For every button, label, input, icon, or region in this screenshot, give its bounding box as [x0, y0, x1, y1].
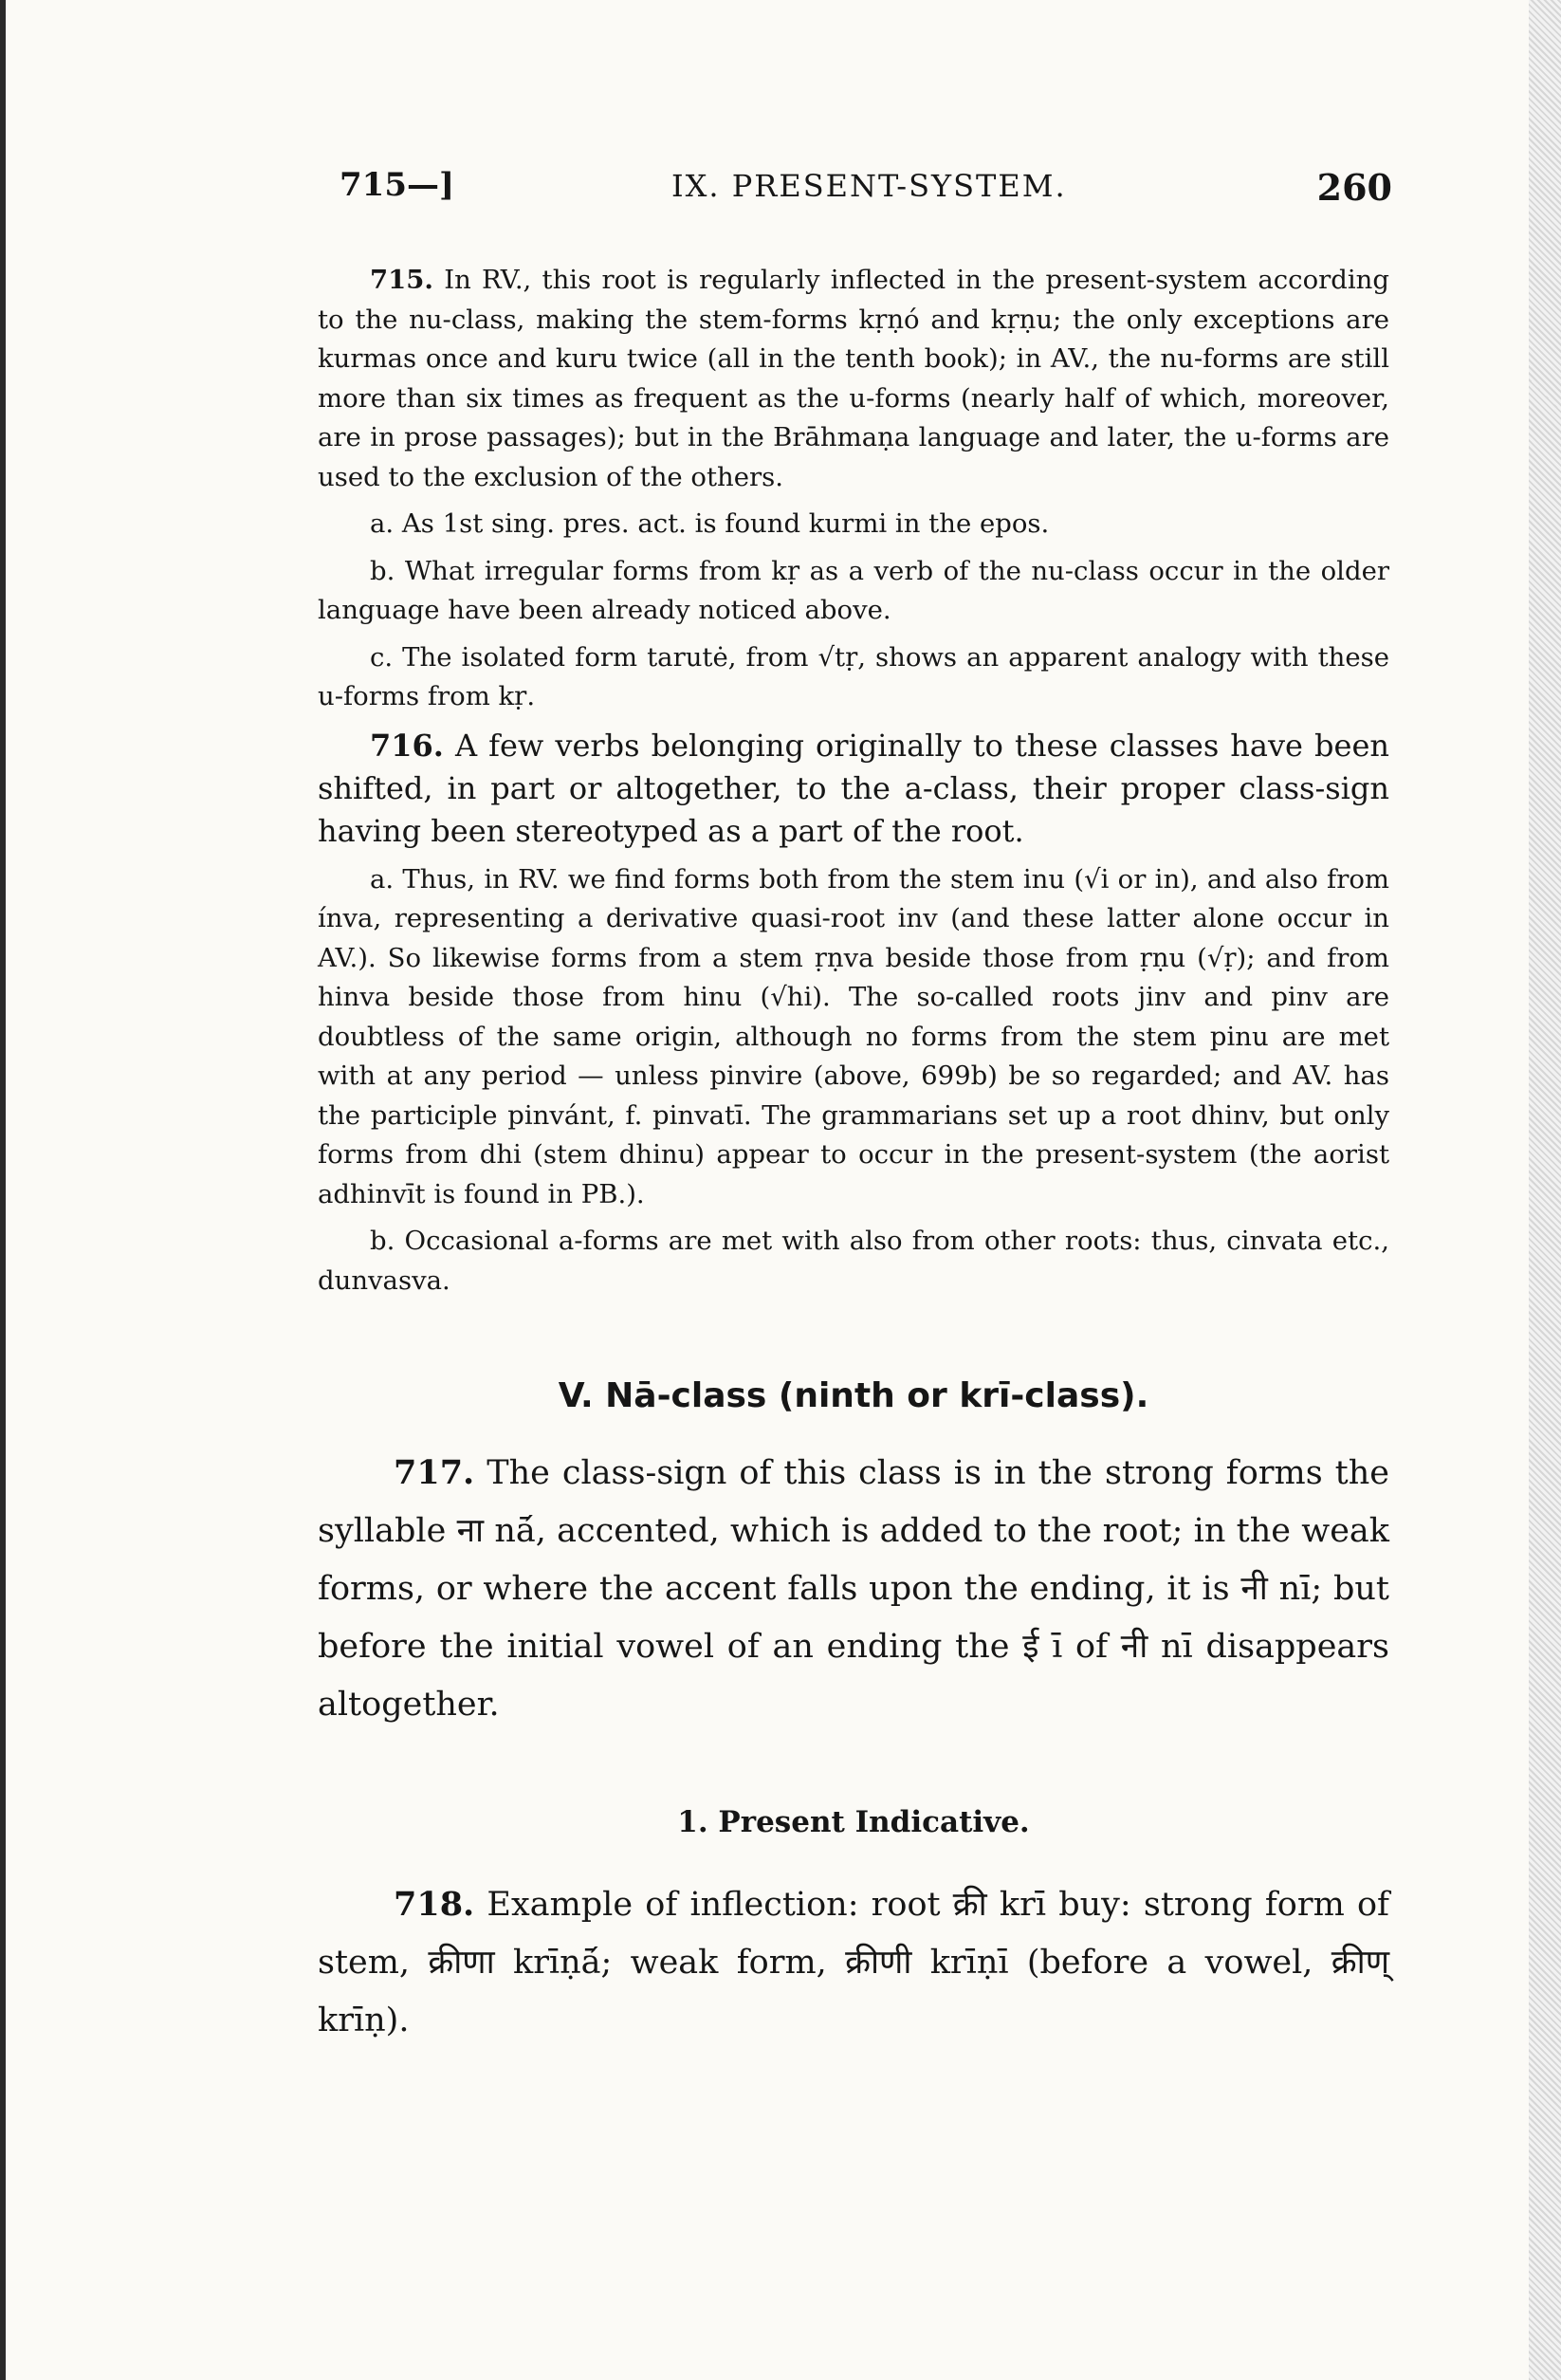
paragraph-text: A few verbs belonging originally to these classes have been shifted, in part or altogether, to the a-class, their proper class-sign having been stereotyped as a part of the root.: [318, 727, 1389, 849]
paragraph-715: [318, 261, 1389, 497]
running-header: [340, 166, 1392, 223]
page-number: 260: [1316, 166, 1392, 209]
paragraph-text: In RV., this root is regularly inflected in the present-system according to the nu-class, making the stem-forms kṛṇó and kṛṇu; the only exceptions are kurmas once and kuru twice (all in the tenth book); in AV., the nu-forms are still more than six times as frequent as the u-forms (nearly half of which, moreover, are in prose passages); but in the Brāhmaṇa language and later, the u-forms are used to the exclusion of the others.: [318, 265, 1389, 492]
subheading-present-indicative: 1. Present Indicative.: [677, 1805, 1030, 1839]
section-heading: V. Nā-class (ninth or krī-class).: [558, 1376, 1149, 1415]
paragraph-text: The class-sign of this class is in the strong forms the syllable ना nā́, accented, which is added to the root; in the weak forms, or where the accent falls upon the ending, it is नी nī; but before the initial vowel of an ending the ई ī of नी nī disappears altogether.: [318, 1454, 1389, 1724]
paragraph-715a: a. As 1st sing. pres. act. is found kurmi in the epos.: [370, 508, 1050, 539]
paragraph-716b: b. Occasional a-forms are met with also from other roots: thus, cinvata etc., dunvasva.: [318, 1226, 1389, 1296]
paragraph-715b: b. What irregular forms from kṛ as a verb of the nu-class occur in the older language have been already noticed above.: [318, 555, 1389, 625]
paragraph-716a: a. Thus, in RV. we find forms both from the stem inu (√i or in), and also from ínva, representing a derivative quasi-root inv (and these latter alone occur in AV.). So likewise forms from a stem ṛṇva beside those from ṛṇu (√ṛ); and from hinva beside those from hinu (√hi). The so-called roots jinv and pinv are doubtless of the same origin, although no forms from the stem pinu are met with at any period — unless pinvire (above, 699b) be so regarded; and AV. has the participle pinvánt, f. pinvatī. The grammarians set up a root dhinv, but only forms from dhi (stem dhinu) appear to occur in the present-system (the aorist adhinvīt is found in PB.).: [318, 863, 1389, 1209]
header-title: IX. PRESENT-SYSTEM.: [671, 168, 1067, 204]
paragraph-717: [318, 1444, 1389, 1734]
page-body: [318, 261, 1389, 2050]
scan-left-edge: [0, 0, 6, 2380]
paragraph-number: 716.: [370, 727, 444, 764]
scan-right-edge: [1529, 0, 1561, 2380]
paragraph-718: [318, 1875, 1389, 2050]
header-section-ref: 715—]: [340, 166, 455, 204]
paragraph-text: Example of inflection: root क्री krī buy: strong form of stem, क्रीणा krīṇā́; weak form, क्रीणी krīṇī (before a vowel, क्रीण् krīṇ).: [318, 1886, 1389, 2039]
paragraph-number: 718.: [394, 1885, 475, 1924]
paragraph-716: [318, 725, 1389, 853]
paragraph-number: 717.: [394, 1453, 475, 1492]
paragraph-number: 715.: [370, 265, 433, 295]
paragraph-715c: c. The isolated form tarutė, from √tṛ, shows an apparent analogy with these u-forms from kṛ.: [318, 641, 1389, 711]
